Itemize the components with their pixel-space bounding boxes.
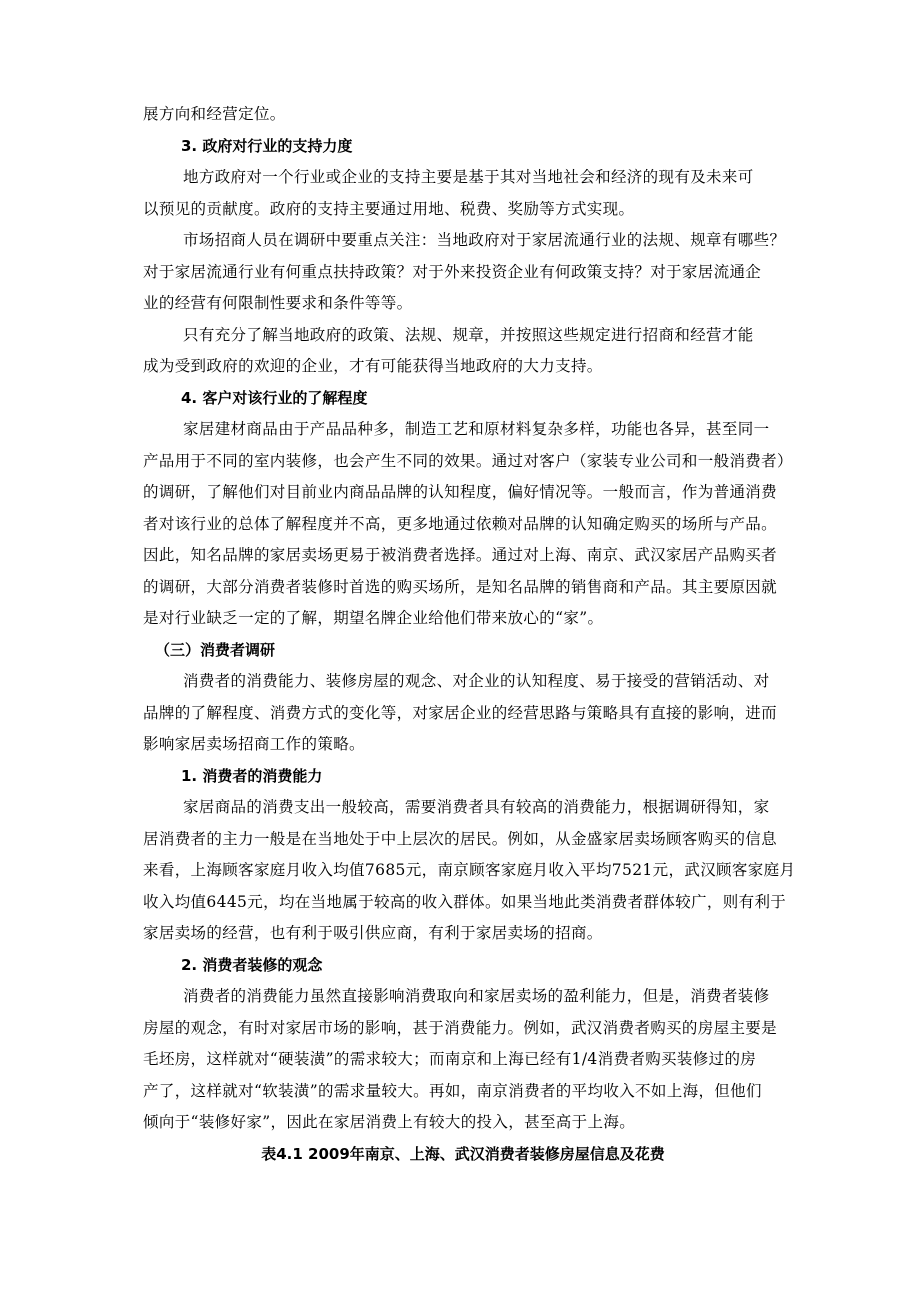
- text-line: 以预见的贡献度。政府的支持主要通过用地、税费、奖励等方式实现。: [143, 199, 635, 218]
- text-line: 只有充分了解当地政府的政策、法规、规章，并按照这些规定进行招商和经营才能: [183, 325, 754, 344]
- text-line: 地方政府对一个行业或企业的支持主要是基于其对当地社会和经济的现有及未来可: [183, 168, 754, 186]
- subsection-heading: 2. 消费者装修的观念: [181, 955, 323, 974]
- paragraph: [143, 162, 783, 225]
- text-line: 家居建材商品由于产品品种多，制造工艺和原材料复杂多样，功能也各异，甚至同一: [183, 420, 770, 438]
- text-line: 展方向和经营定位。: [143, 105, 286, 123]
- paragraph: [143, 414, 793, 635]
- text-line: 家居商品的消费支出一般较高，需要消费者具有较高的消费能力，根据调研得知，家: [183, 798, 770, 816]
- text-line: 收入均值6445元，均在当地属于较高的收入群体。如果当地此类消费者群体较广，则有利于: [143, 892, 787, 911]
- table-caption: 表4.1 2009年南京、上海、武汉消费者装修房屋信息及花费: [261, 1144, 665, 1163]
- text-line: 产了，这样就对“软装潢”的需求量较大。再如，南京消费者的平均收入不如上海，但他们: [143, 1081, 762, 1100]
- paragraph: [143, 666, 783, 761]
- document-body: [143, 99, 796, 1170]
- text-line: 房屋的观念，有时对家居市场的影响，甚于消费能力。例如，武汉消费者购买的房屋主要是: [143, 1018, 778, 1037]
- text-line: 消费者的消费能力虽然直接影响消费取向和家居卖场的盈利能力，但是，消费者装修: [183, 987, 770, 1005]
- text-line: 家居卖场的经营，也有利于吸引供应商，有利于家居卖场的招商。: [143, 924, 603, 942]
- paragraph: [143, 225, 786, 320]
- text-line: 居消费者的主力一般是在当地处于中上层次的居民。例如，从金盛家居卖场顾客购买的信息: [143, 829, 778, 848]
- text-line: 的调研，大部分消费者装修时首选的购买场所，是知名品牌的销售商和产品。其主要原因就: [143, 577, 778, 596]
- text-line: 成为受到政府的欢迎的企业，才有可能获得当地政府的大力支持。: [143, 357, 603, 375]
- subsection-heading: 3. 政府对行业的支持力度: [181, 136, 353, 155]
- paragraph: [143, 99, 783, 131]
- text-line: 的调研，了解他们对目前业内商品品牌的认知程度，偏好情况等。一般而言，作为普通消费: [143, 483, 778, 501]
- text-line: 产品用于不同的室内装修，也会产生不同的效果。通过对客户（家装专业公司和一般消费者）: [143, 451, 793, 470]
- text-line: 是对行业缺乏一定的了解，期望名牌企业给他们带来放心的“家”。: [143, 609, 604, 627]
- text-line: 市场招商人员在调研中要重点关注：当地政府对于家居流通行业的法规、规章有哪些？: [183, 231, 786, 249]
- text-line: 来看，上海顾客家庭月收入均值7685元，南京顾客家庭月收入平均7521元，武汉顾客家庭月: [143, 861, 796, 879]
- text-line: 影响家居卖场招商工作的策略。: [143, 735, 365, 753]
- text-line: 对于家居流通行业有何重点扶持政策？对于外来投资企业有何政策支持？对于家居流通企: [143, 262, 762, 281]
- paragraph: [143, 320, 783, 383]
- text-line: 品牌的了解程度、消费方式的变化等，对家居企业的经营思路与策略具有直接的影响，进而: [143, 703, 778, 722]
- paragraph: [143, 792, 796, 950]
- text-line: 倾向于“装修好家”，因此在家居消费上有较大的投入，甚至高于上海。: [143, 1113, 636, 1131]
- text-line: 者对该行业的总体了解程度并不高，更多地通过依赖对品牌的认知确定购买的场所与产品。: [143, 514, 778, 533]
- subsection-heading: 4. 客户对该行业的了解程度: [181, 388, 368, 407]
- section-heading: （三）消费者调研: [155, 640, 276, 659]
- text-line: 因此，知名品牌的家居卖场更易于被消费者选择。通过对上海、南京、武汉家居产品购买者: [143, 546, 778, 564]
- text-line: 消费者的消费能力、装修房屋的观念、对企业的认知程度、易于接受的营销活动、对: [183, 672, 770, 690]
- text-line: 毛坯房，这样就对“硬装潢”的需求较大；而南京和上海已经有1/4消费者购买装修过的房: [143, 1050, 757, 1068]
- subsection-heading: 1. 消费者的消费能力: [181, 766, 323, 785]
- paragraph: [143, 981, 783, 1139]
- text-line: 业的经营有何限制性要求和条件等等。: [143, 294, 413, 312]
